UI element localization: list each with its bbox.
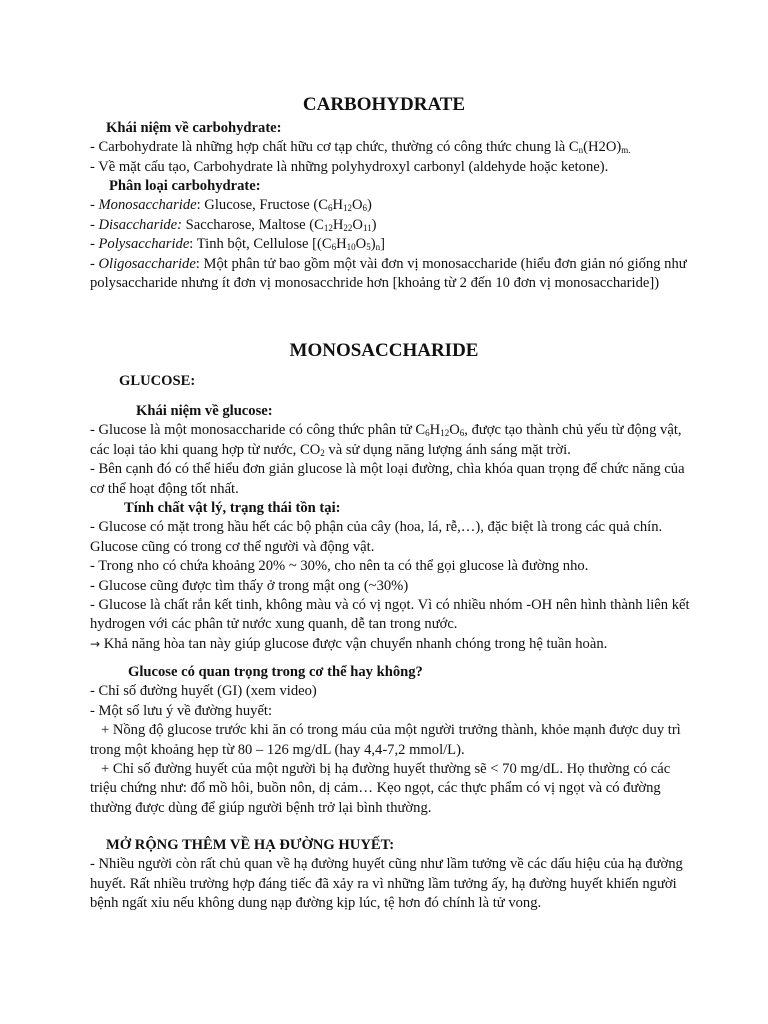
section-carbohydrate-classification bbox=[90, 177, 690, 293]
subscript: 10 bbox=[346, 242, 356, 253]
text: H bbox=[332, 197, 343, 214]
text: : Tinh bột, Cellulose [(C bbox=[189, 236, 332, 253]
dash: - bbox=[90, 255, 99, 272]
section-carbohydrate-concept bbox=[90, 119, 690, 177]
paragraph-gi: - Chỉ số đường huyết (GI) (xem video) bbox=[90, 683, 317, 700]
text: - Glucose là một monosaccharide có công thức phân tử C bbox=[90, 422, 426, 439]
paragraph-hypoglycemia-index: + Chỉ số đường huyết của một người bị hạ đường huyết thường sẽ < 70 mg/dL. Họ thường có các triệu chứng như: đổ mồ hôi, buồn nôn, dị cảm… Kẹo ngọt, các thực phẩm có vị ngọt và có đường thường được dùng để giúp người bệnh trở lại bình thường. bbox=[90, 761, 674, 816]
subscript: 11 bbox=[362, 222, 372, 233]
list-item-polysaccharide bbox=[90, 235, 690, 254]
subscript: 12 bbox=[342, 203, 352, 214]
text: , được tạo thành chủ yếu từ động vật, các loại tảo khi quang hợp từ nước, CO bbox=[90, 422, 682, 458]
paragraph-glucose-sugar: - Bên cạnh đó có thể hiểu đơn giản glucose là một loại đường, chìa khóa quan trọng để chức năng của cơ thể hoạt động tốt nhất. bbox=[90, 461, 685, 497]
text: H bbox=[332, 216, 344, 233]
text: ) bbox=[371, 216, 377, 233]
text: ] bbox=[380, 236, 385, 253]
heading-glucose: GLUCOSE: bbox=[119, 373, 196, 389]
text-carb-formula: - Carbohydrate là những hợp chất hữu cơ tạp chức, thường có công thức chung là C bbox=[90, 139, 579, 156]
list-item-monosaccharide bbox=[90, 196, 690, 215]
term-oligosaccharide: Oligosaccharide bbox=[98, 255, 196, 272]
title-monosaccharide: MONOSACCHARIDE bbox=[289, 340, 479, 361]
text: và sử dụng năng lượng ánh sáng mặt trời. bbox=[324, 441, 571, 458]
subscript: 6 bbox=[459, 428, 465, 439]
paragraph-occurrence-plants: - Glucose có mặt trong hầu hết các bộ phận của cây (hoa, lá, rễ,…), đặc biệt là trong các quả chín. Glucose cũng có trong cơ thể người và động vật. bbox=[90, 519, 663, 555]
subscript-n: n bbox=[578, 145, 584, 156]
text: ) bbox=[370, 236, 376, 253]
heading-glucose-importance: Glucose có quan trọng trong cơ thể hay không? bbox=[128, 664, 423, 680]
paragraph-honey: - Glucose cũng được tìm thấy ở trong mật ong (~30%) bbox=[90, 577, 409, 594]
list-item-oligosaccharide bbox=[90, 255, 690, 294]
text: H bbox=[336, 236, 347, 253]
heading-carbohydrate-classification: Phân loại carbohydrate: bbox=[109, 178, 261, 194]
heading-carbohydrate-concept: Khái niệm về carbohydrate: bbox=[106, 120, 282, 136]
term-monosaccharide: Monosaccharide bbox=[98, 197, 197, 214]
text: H bbox=[429, 422, 441, 439]
paragraph-fasting-glucose: + Nồng độ glucose trước khi ăn có trong máu của một người trưởng thành, khỏe mạnh được duy trì trong một khoảng hẹp từ 80 – 126 mg/dL (hay 4,4-7,2 mmol/L). bbox=[90, 722, 685, 758]
paragraph-glucose-formula bbox=[90, 421, 690, 460]
term-disaccharide: Disaccharide: bbox=[98, 216, 183, 233]
text-h2o: (H2O) bbox=[583, 139, 622, 156]
subscript: 6 bbox=[362, 203, 368, 214]
heading-hypoglycemia: MỞ RỘNG THÊM VỀ HẠ ĐƯỜNG HUYẾT: bbox=[106, 837, 395, 853]
dash: - bbox=[90, 216, 99, 233]
list-item-disaccharide bbox=[90, 216, 690, 235]
subscript: 6 bbox=[327, 203, 333, 214]
arrow-right-icon: → bbox=[90, 636, 101, 651]
heading-glucose-concept: Khái niệm về glucose: bbox=[136, 403, 273, 419]
paragraph-carb-structure: - Về mặt cấu tạo, Carbohydrate là những polyhydroxyl carbonyl (aldehyde hoặc ketone). bbox=[90, 158, 609, 175]
subscript: 2 bbox=[320, 447, 325, 458]
paragraph-carb-formula bbox=[90, 138, 690, 157]
section-glucose-importance bbox=[90, 663, 690, 818]
section-physical-properties bbox=[90, 499, 690, 654]
paragraph-notes: - Một số lưu ý về đường huyết: bbox=[90, 702, 273, 719]
subscript: 5 bbox=[366, 242, 371, 253]
text: ) bbox=[367, 197, 372, 214]
text: : Một phân tử bao gồm một vài đơn vị monosaccharide (hiểu đơn giản nó giống như polysaccharide nhưng ít đơn vị monosacchride hơn [khoảng từ 2 đến 10 đơn vị monosaccharide]) bbox=[90, 255, 687, 292]
term-polysaccharide: Polysaccharide bbox=[98, 236, 190, 253]
subscript-m: m. bbox=[621, 145, 631, 156]
paragraph-transport bbox=[90, 635, 690, 654]
heading-physical-properties: Tính chất vật lý, trạng thái tồn tại: bbox=[124, 500, 341, 516]
text: Saccharose, Maltose (C bbox=[182, 216, 324, 233]
dash: - bbox=[90, 236, 99, 253]
text: Khả năng hòa tan này giúp glucose được vận chuyển nhanh chóng trong hệ tuần hoàn. bbox=[100, 635, 608, 652]
title-carbohydrate: CARBOHYDRATE bbox=[302, 94, 466, 115]
subscript: 6 bbox=[425, 428, 430, 439]
text: : Glucose, Fructose (C bbox=[196, 197, 328, 214]
text: O bbox=[352, 216, 363, 233]
section-hypoglycemia bbox=[90, 836, 690, 914]
text: O bbox=[351, 197, 363, 214]
text: O bbox=[449, 422, 460, 439]
subscript: 12 bbox=[323, 222, 333, 233]
subscript: 22 bbox=[343, 222, 353, 233]
subscript: 6 bbox=[331, 242, 337, 253]
paragraph-solubility: - Glucose là chất rắn kết tinh, không màu và có vị ngọt. Vì có nhiều nhóm -OH nên hình thành liên kết hydrogen với các phân tử nước xung quanh, dễ tan trong nước. bbox=[90, 597, 690, 633]
section-glucose-concept bbox=[90, 402, 690, 499]
subscript: n bbox=[375, 242, 381, 253]
text: O bbox=[355, 236, 367, 253]
dash: - bbox=[90, 197, 99, 214]
subscript: 12 bbox=[440, 428, 450, 439]
paragraph-grapes: - Trong nho có chứa khoảng 20% ~ 30%, cho nên ta có thể gọi glucose là đường nho. bbox=[90, 558, 589, 575]
paragraph-hypoglycemia: - Nhiều người còn rất chủ quan về hạ đường huyết cũng như lầm tưởng về các dấu hiệu của hạ đường huyết. Rất nhiều trường hợp đáng tiếc đã xảy ra vì những lầm tưởng ấy, hạ đường huyết khiến người bệnh ngất xỉu nếu không dung nạp đường kịp lúc, tệ hơn đó chính là tử vong. bbox=[90, 856, 683, 912]
